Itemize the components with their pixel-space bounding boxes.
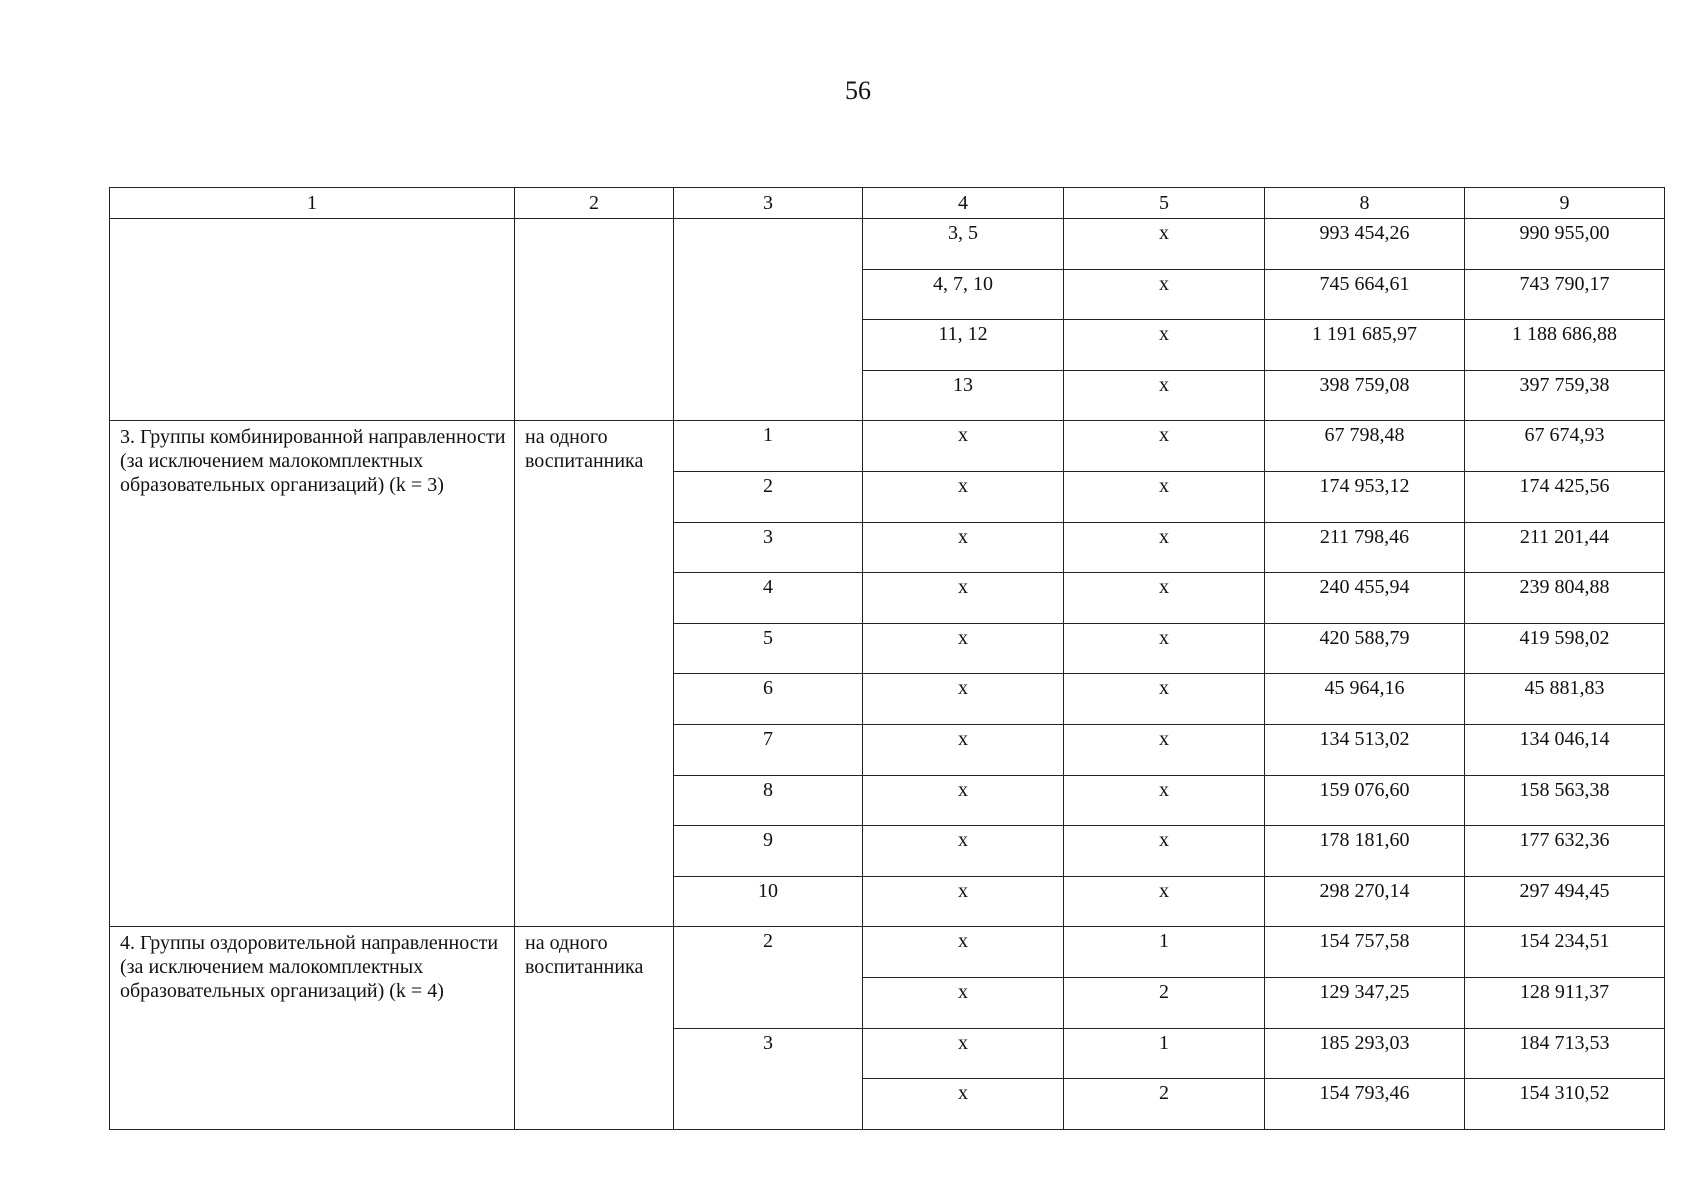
cell-c4: x [863, 623, 1064, 674]
cell-c9: 1 188 686,88 [1465, 320, 1665, 371]
column-header: 9 [1465, 188, 1665, 219]
cell-c3: 7 [674, 724, 863, 775]
column-header: 8 [1265, 188, 1465, 219]
cell-c4: x [863, 775, 1064, 826]
cell-c5: x [1064, 573, 1265, 624]
cell-c5: x [1064, 724, 1265, 775]
unit-cell: на одного воспитанника [515, 927, 674, 1129]
cell-c8: 159 076,60 [1265, 775, 1465, 826]
cell-c8: 298 270,14 [1265, 876, 1465, 927]
cell-c9: 177 632,36 [1465, 826, 1665, 877]
column-header: 2 [515, 188, 674, 219]
cell-c5: x [1064, 370, 1265, 421]
cell-c3: 5 [674, 623, 863, 674]
cell-c9: 134 046,14 [1465, 724, 1665, 775]
cell-c9: 184 713,53 [1465, 1028, 1665, 1079]
cell-c4: x [863, 674, 1064, 725]
cell-c4: x [863, 977, 1064, 1028]
cell-c9: 128 911,37 [1465, 977, 1665, 1028]
cell-c9: 154 234,51 [1465, 927, 1665, 978]
cell-c8: 154 793,46 [1265, 1079, 1465, 1130]
cell-c5: x [1064, 471, 1265, 522]
cell-c5: x [1064, 219, 1265, 270]
cell-c4: 13 [863, 370, 1064, 421]
cell-c9: 45 881,83 [1465, 674, 1665, 725]
cell-c5: 1 [1064, 1028, 1265, 1079]
cell-c4: x [863, 471, 1064, 522]
page-number: 56 [845, 76, 871, 105]
cell-c3: 8 [674, 775, 863, 826]
column-header: 1 [110, 188, 515, 219]
cell-c8: 178 181,60 [1265, 826, 1465, 877]
cell-c4: x [863, 876, 1064, 927]
cell-c8: 174 953,12 [1265, 471, 1465, 522]
cell-c9: 397 759,38 [1465, 370, 1665, 421]
cell-c9: 419 598,02 [1465, 623, 1665, 674]
cell-c9: 239 804,88 [1465, 573, 1665, 624]
cell-c9: 297 494,45 [1465, 876, 1665, 927]
cell-c3: 3 [674, 1028, 863, 1129]
cell-c5: x [1064, 876, 1265, 927]
cell-c9: 154 310,52 [1465, 1079, 1665, 1130]
cell-c3: 10 [674, 876, 863, 927]
cell-c8: 154 757,58 [1265, 927, 1465, 978]
cell-c4: x [863, 826, 1064, 877]
column-number-row [110, 188, 1665, 219]
table-row [110, 219, 1665, 270]
cell-c4: x [863, 421, 1064, 472]
column-header: 4 [863, 188, 1064, 219]
data-table [109, 187, 1665, 1130]
cell-c9: 211 201,44 [1465, 522, 1665, 573]
cell-c5: x [1064, 269, 1265, 320]
cell-c4: 11, 12 [863, 320, 1064, 371]
cell-c4: x [863, 522, 1064, 573]
cell-c4: x [863, 1028, 1064, 1079]
table-row [110, 927, 1665, 978]
cell-c9: 743 790,17 [1465, 269, 1665, 320]
cell-c4: x [863, 724, 1064, 775]
cell-c8: 745 664,61 [1265, 269, 1465, 320]
cell-c5: x [1064, 674, 1265, 725]
cell-c8: 45 964,16 [1265, 674, 1465, 725]
cell-c4: 3, 5 [863, 219, 1064, 270]
cell-c3: 1 [674, 421, 863, 472]
cell-c5: 2 [1064, 977, 1265, 1028]
cell-c8: 240 455,94 [1265, 573, 1465, 624]
cell-c8: 185 293,03 [1265, 1028, 1465, 1079]
age-cell [674, 219, 863, 421]
cell-c5: x [1064, 623, 1265, 674]
column-header: 3 [674, 188, 863, 219]
cell-c4: 4, 7, 10 [863, 269, 1064, 320]
cell-c4: x [863, 927, 1064, 978]
unit-cell: на одного воспитанника [515, 421, 674, 927]
cell-c3: 9 [674, 826, 863, 877]
table-row [110, 421, 1665, 472]
cell-c4: x [863, 1079, 1064, 1130]
cell-c9: 990 955,00 [1465, 219, 1665, 270]
cell-c5: 2 [1064, 1079, 1265, 1130]
cell-c8: 420 588,79 [1265, 623, 1465, 674]
cell-c8: 398 759,08 [1265, 370, 1465, 421]
cell-c3: 2 [674, 927, 863, 1028]
cell-c4: x [863, 573, 1064, 624]
cell-c8: 993 454,26 [1265, 219, 1465, 270]
cell-c8: 129 347,25 [1265, 977, 1465, 1028]
cell-c8: 1 191 685,97 [1265, 320, 1465, 371]
group-title-cell: 3. Группы комбинированной направленности (за исключением малокомплектных образовательных организаций) (k = 3) [110, 421, 515, 927]
cell-c5: x [1064, 522, 1265, 573]
cell-c9: 174 425,56 [1465, 471, 1665, 522]
cell-c5: x [1064, 320, 1265, 371]
cell-c8: 134 513,02 [1265, 724, 1465, 775]
cell-c5: x [1064, 775, 1265, 826]
group-title-cell: 4. Группы оздоровительной направленности (за исключением малокомплектных образовательных организаций) (k = 4) [110, 927, 515, 1129]
cell-c5: 1 [1064, 927, 1265, 978]
cell-c9: 158 563,38 [1465, 775, 1665, 826]
cell-c5: x [1064, 421, 1265, 472]
column-header: 5 [1064, 188, 1265, 219]
cell-c3: 2 [674, 471, 863, 522]
group-title-cell [110, 219, 515, 421]
cell-c3: 6 [674, 674, 863, 725]
cell-c8: 67 798,48 [1265, 421, 1465, 472]
cell-c5: x [1064, 826, 1265, 877]
cell-c3: 4 [674, 573, 863, 624]
cell-c3: 3 [674, 522, 863, 573]
unit-cell [515, 219, 674, 421]
cell-c9: 67 674,93 [1465, 421, 1665, 472]
cell-c8: 211 798,46 [1265, 522, 1465, 573]
